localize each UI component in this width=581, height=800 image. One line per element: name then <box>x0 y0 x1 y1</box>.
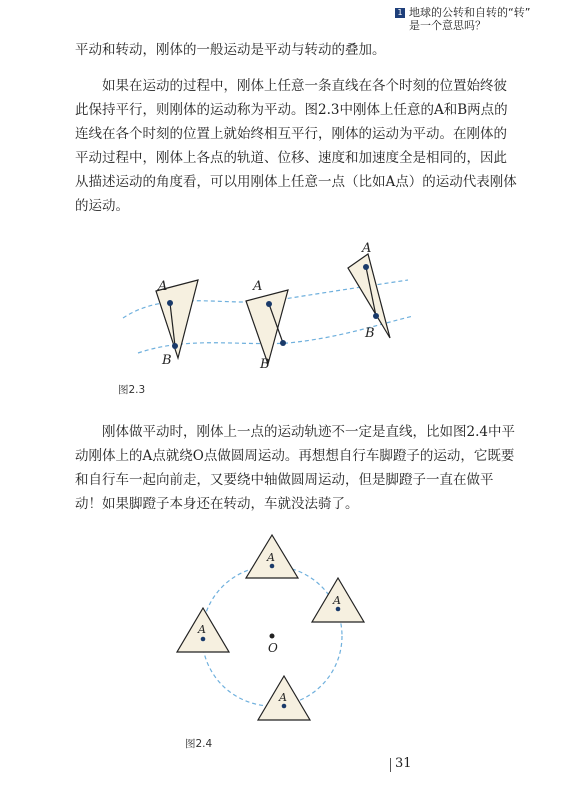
triangle-top <box>246 535 298 578</box>
label-a: A <box>333 594 341 607</box>
triangle-shape <box>246 290 288 364</box>
paragraph-translation <box>75 74 517 218</box>
header-title-line2: 是一个意思吗？ <box>409 19 486 32</box>
point-b-dot <box>172 343 178 349</box>
chapter-icon: 1 <box>395 8 405 18</box>
paragraph-text: 平动和转动，刚体的一般运动是平动与转动的叠加。 <box>75 42 386 58</box>
label-a: A <box>253 279 263 294</box>
header-title-line1: 地球的公转和自转的“转” <box>409 6 531 19</box>
figure-2-3-caption: 图2.3 <box>118 384 146 396</box>
triangle-bottom <box>258 676 310 720</box>
label-b: B <box>365 326 375 341</box>
page-number-divider <box>390 758 391 772</box>
label-b: B <box>260 357 270 372</box>
paragraph-intro <box>75 38 517 62</box>
label-a: A <box>279 691 287 704</box>
point-a-dot <box>201 637 206 642</box>
label-a: A <box>267 551 275 564</box>
point-a-dot <box>266 301 272 307</box>
point-a-dot <box>282 704 287 709</box>
rigid-body-3 <box>348 241 390 341</box>
label-a: A <box>362 241 372 256</box>
point-a-dot <box>167 300 173 306</box>
label-o: O <box>268 641 278 655</box>
figure-2-4-caption: 图2.4 <box>185 738 213 750</box>
label-a: A <box>158 279 168 294</box>
paragraph-text: 刚体做平动时，刚体上一点的运动轨迹不一定是直线，比如图2.4中平动刚体上的A点就绕O点做圆周运动。再想想自行车脚蹬子的运动，它既要和自行车一起向前走，又要绕中轴做圆周运动，但是脚蹬子一直在做平动！如果脚蹬子本身还在转动，车就没法骑了。 <box>75 424 515 512</box>
figure-2-3 <box>118 228 418 378</box>
paragraph-circular <box>75 420 517 516</box>
label-a: A <box>198 623 206 636</box>
page-number: 31 <box>395 756 412 771</box>
point-a-dot <box>336 607 341 612</box>
figure-2-4 <box>170 528 380 728</box>
rigid-body-2 <box>246 279 288 372</box>
point-b-dot <box>280 340 286 346</box>
point-a-dot <box>270 564 275 569</box>
point-b-dot <box>373 313 379 319</box>
label-b: B <box>162 353 172 368</box>
header-title <box>409 6 530 32</box>
paragraph-text: 如果在运动的过程中，刚体上任意一条直线在各个时刻的位置始终彼此保持平行，则刚体的运动称为平动。图2.3中刚体上任意的A和B两点的连线在各个时刻的位置上就始终相互平行，刚体的运动为平动。在刚体的平动过程中，刚体上各点的轨道、位移、速度和加速度全是相同的，因此从描述运动的角度看，可以用刚体上任意一点（比如A点）的运动代表刚体的运动。 <box>75 78 517 214</box>
rigid-body-1 <box>156 279 198 368</box>
triangle-left <box>177 608 229 652</box>
center-o-dot <box>270 634 275 639</box>
point-a-dot <box>363 264 369 270</box>
